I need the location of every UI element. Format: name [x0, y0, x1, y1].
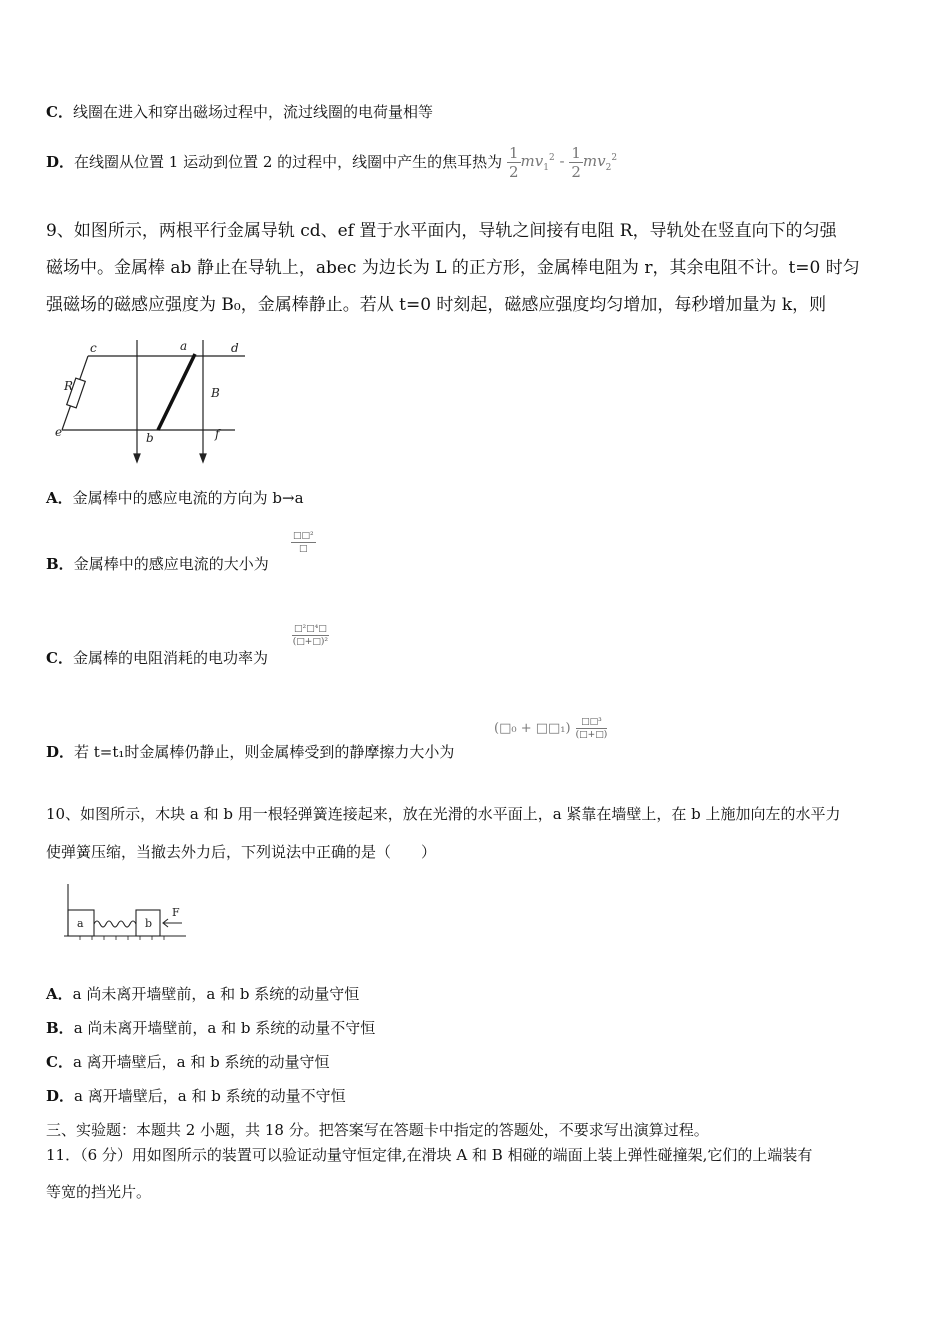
q8-option-c — [46, 101, 433, 123]
option-text: 若 t=t₁时金属棒仍静止，则金属棒受到的静摩擦力大小为 — [74, 743, 455, 761]
label-e: e — [55, 425, 63, 439]
q9-option-c-expression: □²□⁴□ (□+□)² — [292, 624, 328, 647]
q9-option-c — [46, 647, 268, 669]
rod-ab — [158, 354, 195, 430]
label-a: a — [180, 339, 188, 353]
spring — [94, 921, 136, 927]
option-text: a 尚未离开墙壁前，a 和 b 系统的动量不守恒 — [73, 1019, 376, 1037]
option-letter: A． — [46, 985, 73, 1003]
label-f: F — [172, 906, 180, 919]
q10-stem-line-2: 使弹簧压缩，当撤去外力后，下列说法中正确的是（ ） — [46, 843, 437, 861]
q9-option-a — [46, 487, 304, 509]
q10-option-c — [46, 1051, 330, 1073]
q10-spring-figure — [60, 880, 190, 942]
field-arrow-right — [200, 454, 206, 462]
option-text: a 离开墙壁后，a 和 b 系统的动量不守恒 — [74, 1087, 346, 1105]
label-d: d — [231, 341, 239, 355]
q9-option-b — [46, 553, 269, 575]
option-letter: B． — [46, 555, 74, 573]
q9-stem-line-1: 9、如图所示，两根平行金属导轨 cd、ef 置于水平面内，导轨之间接有电阻 R，导轨处在竖直向下的匀强 — [46, 221, 837, 241]
q10-stem-line-1: 10、如图所示，木块 a 和 b 用一根轻弹簧连接起来，放在光滑的水平面上，a 紧靠在墙壁上，在 b 上施加向左的水平力 — [46, 805, 841, 823]
q10-option-a — [46, 983, 359, 1005]
joule-heat-formula: $\frac{1}{2}$ $mv_1^2$ - $\frac{1}{2}$ $mv_2^2$ — [508, 143, 618, 181]
q9-stem-line-2: 磁场中。金属棒 ab 静止在导轨上，abec 为边长为 L 的正方形，金属棒电阻为 r，其余电阻不计。t=0 时匀 — [46, 258, 860, 278]
q11-stem-line-1: 11．（6 分）用如图所示的装置可以验证动量守恒定律,在滑块 A 和 B 相碰的端面上装上弹性碰撞架,它们的上端装有 — [46, 1146, 813, 1164]
option-letter: C． — [46, 103, 73, 121]
q10-option-d — [46, 1085, 346, 1107]
option-letter: A． — [46, 489, 73, 507]
option-text: 金属棒中的感应电流的方向为 b→a — [72, 489, 304, 507]
field-arrow-left — [134, 454, 140, 462]
q11-stem-line-2: 等宽的挡光片。 — [46, 1183, 152, 1201]
floor-hatching — [80, 936, 164, 940]
q8-option-d — [46, 140, 617, 186]
label-a: a — [77, 917, 84, 930]
option-text: 金属棒的电阻消耗的电功率为 — [72, 649, 268, 667]
label-f: f — [215, 427, 220, 441]
option-text: a 尚未离开墙壁前，a 和 b 系统的动量守恒 — [72, 985, 360, 1003]
q9-option-d-expression: (□₀ + □□₁) □□³ (□+□) — [494, 717, 608, 740]
option-letter: D． — [46, 743, 75, 761]
q9-rail-figure — [50, 334, 260, 464]
q9-stem-line-3: 强磁场的磁感应强度为 B₀，金属棒静止。若从 t=0 时刻起，磁感应强度均匀增加，每秒增加量为 k，则 — [46, 295, 827, 315]
label-b: b — [146, 431, 154, 445]
option-letter: D． — [46, 1087, 75, 1105]
option-letter: C． — [46, 1053, 73, 1071]
option-text: 在线圈从位置 1 运动到位置 2 的过程中，线圈中产生的焦耳热为 — [74, 153, 503, 171]
label-c: c — [90, 341, 97, 355]
label-r: R — [64, 379, 74, 393]
q10-option-b — [46, 1017, 375, 1039]
q9-option-b-expression: □□² □ — [293, 531, 314, 554]
option-letter: D． — [46, 153, 75, 171]
option-letter: B． — [46, 1019, 74, 1037]
option-text: 金属棒中的感应电流的大小为 — [73, 555, 269, 573]
option-text: 线圈在进入和穿出磁场过程中，流过线圈的电荷量相等 — [72, 103, 433, 121]
label-b-field: B — [211, 386, 220, 400]
label-b: b — [145, 917, 153, 930]
option-letter: C． — [46, 649, 73, 667]
option-text: a 离开墙壁后，a 和 b 系统的动量守恒 — [72, 1053, 330, 1071]
q9-option-d — [46, 741, 454, 763]
section-3-heading: 三、实验题：本题共 2 小题，共 18 分。把答案写在答题卡中指定的答题处，不要求写出演算过程。 — [46, 1121, 709, 1139]
